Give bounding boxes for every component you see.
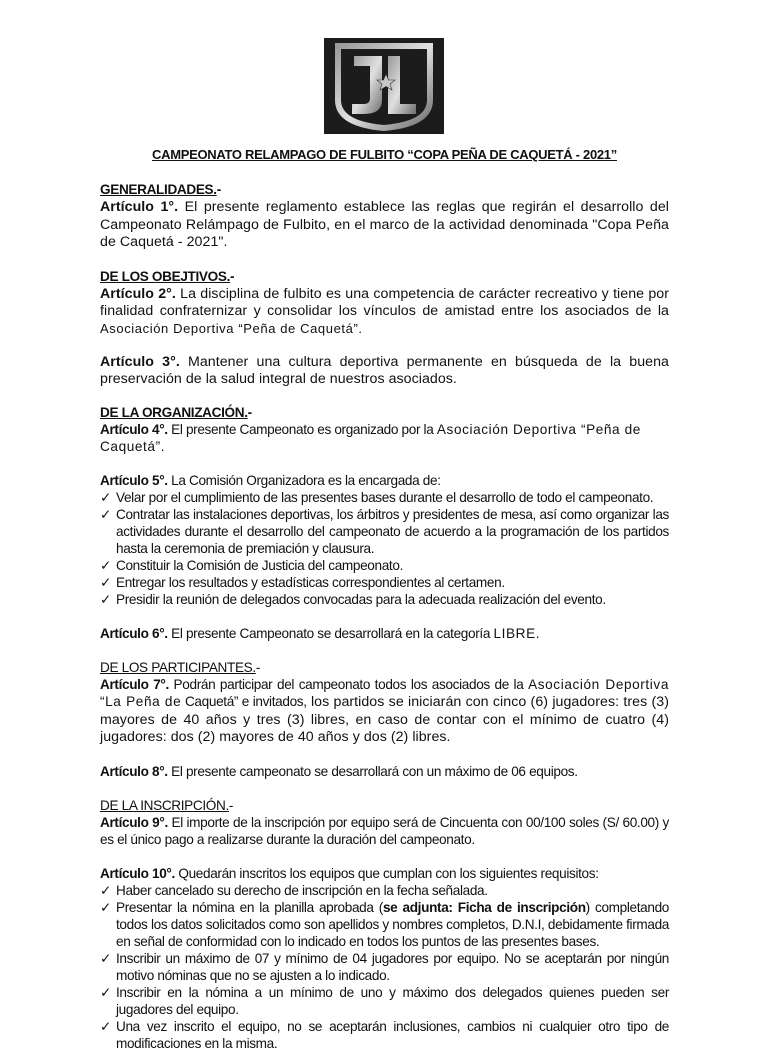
section-participantes <box>100 659 669 746</box>
check-icon: ✓ <box>100 490 112 505</box>
section-organizacion <box>100 404 669 455</box>
heading-generalidades: GENERALIDADES. <box>100 182 217 197</box>
article-3-label: Artículo 3°. <box>100 354 180 370</box>
jl-logo <box>324 38 444 134</box>
article-3 <box>100 354 669 387</box>
article-7-text-3: los partidos se iniciarán con cinco (6) jugadores: tres (3) mayores de 40 años y tres (3) libres, en caso de contar con el mínimo de cuatro (4) jugadores: dos (2) mayores de 40 años y dos (2) libres. <box>100 694 669 745</box>
list-item: ✓ Presentar la nómina en la planilla aprobada (se adjunta: Ficha de inscripción) completando todos los datos solicitados como son apellidos y nombres completos, D.N.I, debidamente firmada en señal de conformidad con lo indicado en todos los puntos de las presentes bases. <box>100 899 669 949</box>
check-icon: ✓ <box>100 899 112 915</box>
article-9-text: El importe de la inscripción por equipo será de Cincuenta con 00/100 soles (S/ 60.00) y es el único pago a realizarse durante la duración del campeonato. <box>100 814 669 847</box>
check-icon: ✓ <box>100 592 112 607</box>
list-item: ✓ Entregar los resultados y estadísticas correspondientes al certamen. <box>100 575 505 590</box>
section-generalidades <box>100 181 669 251</box>
article-5-text: La Comisión Organizadora es la encargada de: <box>167 473 441 488</box>
heading-inscripcion: DE LA INSCRIPCIÓN. <box>100 797 229 813</box>
article-2-label: Artículo 2°. <box>100 285 176 302</box>
check-icon: ✓ <box>100 558 112 573</box>
article-6-label: Artículo 6°. <box>100 626 168 641</box>
article-5-label: Artículo 5°. <box>100 473 168 488</box>
article-9-label: Artículo 9°. <box>100 814 168 830</box>
check-icon: ✓ <box>100 575 112 590</box>
article-4-label: Artículo 4°. <box>100 422 168 437</box>
article-8-label: Artículo 8°. <box>100 763 168 779</box>
list-item: ✓ Haber cancelado su derecho de inscripción en la fecha señalada. <box>100 882 488 898</box>
heading-suffix: - <box>230 268 235 284</box>
list-item: ✓ Velar por el cumplimiento de las presentes bases durante el desarrollo de todo el campeonato. <box>100 490 654 505</box>
article-10 <box>100 865 669 882</box>
check-icon: ✓ <box>100 950 112 966</box>
heading-suffix: - <box>216 182 221 197</box>
article-7-text-2: Caquetá” e invitados, <box>184 694 307 709</box>
heading-participantes: DE LOS PARTICIPANTES. <box>100 660 256 675</box>
document-title: CAMPEONATO RELAMPAGO DE FULBITO “COPA PEÑA DE CAQUETÁ - 2021” <box>152 147 617 162</box>
article-4-text: El presente Campeonato es organizado por la <box>167 422 437 437</box>
article-4-org: Asociación Deportiva “Peña de Caquetá”. <box>100 422 641 454</box>
article-8-text: El presente campeonato se desarrollará con un máximo de 06 equipos. <box>167 763 578 779</box>
heading-objetivos: DE LOS OBEJTIVOS. <box>100 268 231 284</box>
article-8 <box>100 763 669 780</box>
article-10-label: Artículo 10°. <box>100 865 175 881</box>
article-5-list <box>100 489 669 608</box>
document-page <box>100 146 669 1052</box>
article-10-text: Quedarán inscritos los equipos que cumplan con los siguientes requisitos: <box>174 865 599 881</box>
list-item: ✓ Constituir la Comisión de Justicia del campeonato. <box>100 558 403 573</box>
list-item: ✓ Contratar las instalaciones deportivas, los árbitros y presidentes de mesa, así como organizar las actividades durante el desarrollo del campeonato de acuerdo a la programación de los partidos hasta la ceremonia de premiación y clausura. <box>100 507 669 556</box>
list-item: ✓ Inscribir un máximo de 07 y mínimo de 04 jugadores por equipo. No se aceptarán por ningún motivo nóminas que no se ajusten a lo indicado. <box>100 950 669 983</box>
section-inscripcion <box>100 797 669 848</box>
article-1-label: Artículo 1°. <box>100 199 179 215</box>
article-5 <box>100 472 669 489</box>
heading-organizacion: DE LA ORGANIZACIÓN. <box>100 405 248 420</box>
check-icon: ✓ <box>100 882 112 898</box>
article-7-label: Artículo 7°. <box>100 677 169 692</box>
article-1-text: El presente reglamento establece las reglas que regirán el desarrollo del Campeonato Relámpago de Fulbito, en el marco de la actividad denominada "Copa Peña de Caquetá - 2021". <box>100 199 669 250</box>
section-objetivos <box>100 268 669 338</box>
article-7-text: Podrán participar del campeonato todos los asociados de la <box>168 677 529 692</box>
check-icon: ✓ <box>100 1018 112 1034</box>
list-item: ✓ Una vez inscrito el equipo, no se aceptarán inclusiones, cambios ni cualquier otro tipo de modificaciones en la misma. <box>100 1018 669 1051</box>
list-item: ✓ Presidir la reunión de delegados convocadas para la adecuada realización del evento. <box>100 592 606 607</box>
article-6-category: LIBRE. <box>493 626 541 641</box>
heading-suffix: - <box>228 797 234 813</box>
article-2-text: La disciplina de fulbito es una competencia de carácter recreativo y tiene por finalidad confraternizar y consolidar los vínculos de amistad entre los asociados de la <box>100 285 669 319</box>
article-2-org: Asociación Deportiva “Peña de Caquetá”. <box>100 320 363 336</box>
check-icon: ✓ <box>100 984 112 1000</box>
check-icon: ✓ <box>100 507 112 522</box>
article-10-list <box>100 882 669 1052</box>
article-3-text: Mantener una cultura deportiva permanente en búsqueda de la buena preservación de la salud integral de nuestros asociados. <box>100 354 669 387</box>
heading-suffix: - <box>247 405 252 420</box>
heading-suffix: - <box>255 660 261 675</box>
article-6 <box>100 625 669 642</box>
article-6-text: El presente Campeonato se desarrollará en la categoría <box>167 626 494 641</box>
article-7-org: Asociación Deportiva “La Peña de <box>100 677 669 709</box>
jl-logo-graphic <box>324 38 444 134</box>
list-item: ✓ Inscribir en la nómina a un mínimo de uno y máximo dos delegados quienes pueden ser jugadores del equipo. <box>100 984 669 1017</box>
